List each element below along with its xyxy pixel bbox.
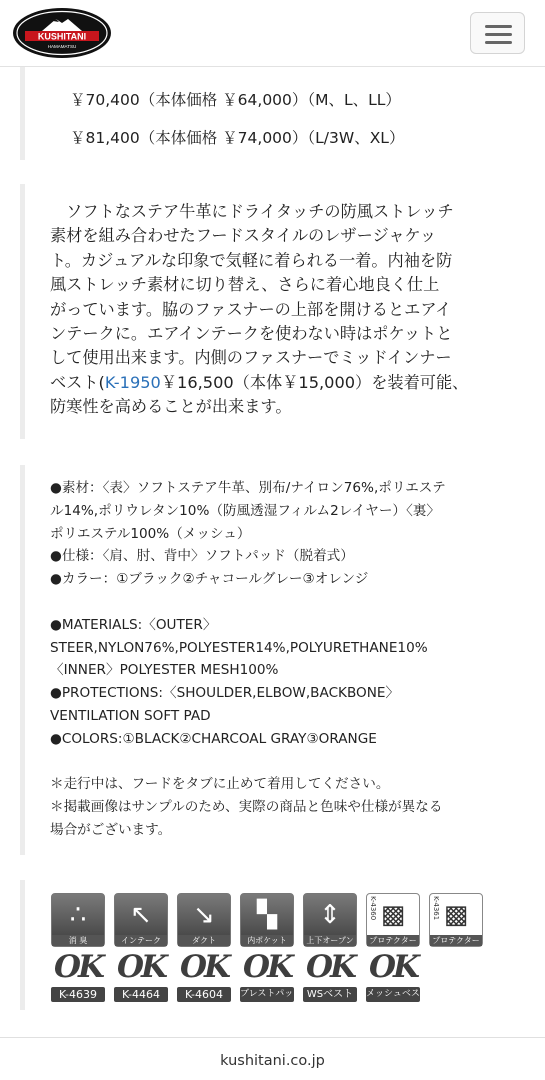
description-line: ベスト(K-1950￥16,500（本体￥15,000）を装着可能、 bbox=[50, 372, 469, 392]
hamburger-menu-button[interactable] bbox=[470, 12, 525, 54]
inner-pocket-icon: ▚ 内ポケット bbox=[240, 893, 294, 947]
price-block-bar bbox=[20, 67, 25, 160]
ok-mark: OK bbox=[369, 949, 417, 985]
site-header bbox=[0, 0, 545, 67]
spec-note: ＊掲載画像はサンプルのため、実際の商品と色味や仕様が異なる bbox=[50, 799, 443, 816]
protector-icon: ▩ K-4360 プロテクター bbox=[366, 893, 420, 947]
hamburger-bar-icon bbox=[485, 25, 512, 28]
svg-text:HAMAMATSU: HAMAMATSU bbox=[47, 44, 77, 49]
footer-domain-link[interactable]: kushitani.co.jp bbox=[220, 1053, 325, 1069]
spec-colors: ●カラー：①ブラック②チャコールグレー③オレンジ bbox=[50, 571, 369, 588]
spec-block-bar bbox=[20, 465, 25, 855]
description-line: 風ストレッチ素材に切り替え、さらに着心地良く仕上 bbox=[50, 275, 440, 295]
compatible-code: K-4604 bbox=[177, 987, 231, 1002]
duct-icon: ↘ ダクト bbox=[177, 893, 231, 947]
description-line: して使用出来ます。内側のファスナーでミッドインナー bbox=[50, 348, 452, 368]
description-line: 防寒性を高めることが出来ます。 bbox=[50, 397, 292, 417]
protector-icon: ▩ K-4361 プロテクター bbox=[429, 893, 483, 947]
compatible-code: メッシュベスト bbox=[366, 987, 420, 1002]
deodorant-icon: ∴ 消 臭 bbox=[51, 893, 105, 947]
ok-mark: OK bbox=[180, 949, 228, 985]
intake-icon: ↖ インテーク bbox=[114, 893, 168, 947]
spec-note: ＊走行中は、フードをタブに止めて着用してください。 bbox=[50, 776, 390, 793]
spec-material: ●素材：〈表〉ソフトステア牛革、別布/ナイロン76%,ポリエステ bbox=[50, 480, 446, 496]
spec-materials-en: ●MATERIALS:〈OUTER〉 bbox=[50, 616, 217, 633]
kushitani-logo[interactable] bbox=[12, 7, 112, 59]
compatible-code: K-4639 bbox=[51, 987, 105, 1002]
description-line: 素材を組み合わせたフードスタイルのレザージャケッ bbox=[50, 226, 437, 246]
hamburger-bar-icon bbox=[485, 33, 512, 36]
description-line: ンテークに。エアインテークを使わない時はポケットと bbox=[50, 324, 453, 344]
product-specs bbox=[50, 477, 520, 842]
svg-text:KUSHITANI: KUSHITANI bbox=[37, 31, 87, 42]
spec-protections-en: ●PROTECTIONS:〈SHOULDER,ELBOW,BACKBONE〉 bbox=[50, 685, 400, 702]
icon-block-bar bbox=[20, 880, 25, 1010]
spec-materials-en: STEER,NYLON76%,POLYESTER14%,POLYURETHANE10% bbox=[50, 639, 428, 656]
price-line: ￥70,400（本体価格 ￥64,000）（M、L、LL） bbox=[70, 91, 401, 109]
ok-mark: OK bbox=[54, 949, 102, 985]
hamburger-bar-icon bbox=[485, 41, 512, 44]
price-line: ￥81,400（本体価格 ￥74,000）（L/3W、XL） bbox=[70, 129, 405, 147]
open-zip-icon: ⇕ 上下オープン bbox=[303, 893, 357, 947]
spec-material: ル14%,ポリウレタン10%（防風透湿フィルム2レイヤー）〈裏〉 bbox=[50, 502, 440, 519]
product-description bbox=[50, 200, 500, 420]
description-line: ト。カジュアルな印象で気軽に着られる一着。内袖を防 bbox=[50, 250, 453, 270]
spec-features: ●仕様：〈肩、肘、背中〉ソフトパッド（脱着式） bbox=[50, 548, 354, 565]
description-block-bar bbox=[20, 184, 25, 439]
spec-material: ポリエステル100%（メッシュ） bbox=[50, 525, 251, 542]
feature-icons bbox=[51, 893, 491, 1008]
site-footer bbox=[0, 1037, 545, 1080]
ok-mark: OK bbox=[243, 949, 291, 985]
compatible-code: ブレストパット bbox=[240, 987, 294, 1002]
spec-colors-en: ●COLORS:①BLACK②CHARCOAL GRAY③ORANGE bbox=[50, 730, 377, 747]
ok-mark: OK bbox=[306, 949, 354, 985]
spec-materials-en: 〈INNER〉POLYESTER MESH100% bbox=[50, 662, 279, 679]
description-line: ソフトなステア牛革にドライタッチの防風ストレッチ bbox=[50, 202, 454, 221]
spec-note: 場合がございます。 bbox=[50, 821, 172, 838]
compatible-code: K-4464 bbox=[114, 987, 168, 1002]
compatible-code: WSベスト bbox=[303, 987, 357, 1002]
spec-protections-en: VENTILATION SOFT PAD bbox=[50, 707, 211, 724]
ok-mark: OK bbox=[117, 949, 165, 985]
description-line: がっています。脇のファスナーの上部を開けるとエアイ bbox=[50, 299, 452, 319]
k-1950-link[interactable]: K-1950 bbox=[104, 372, 161, 392]
